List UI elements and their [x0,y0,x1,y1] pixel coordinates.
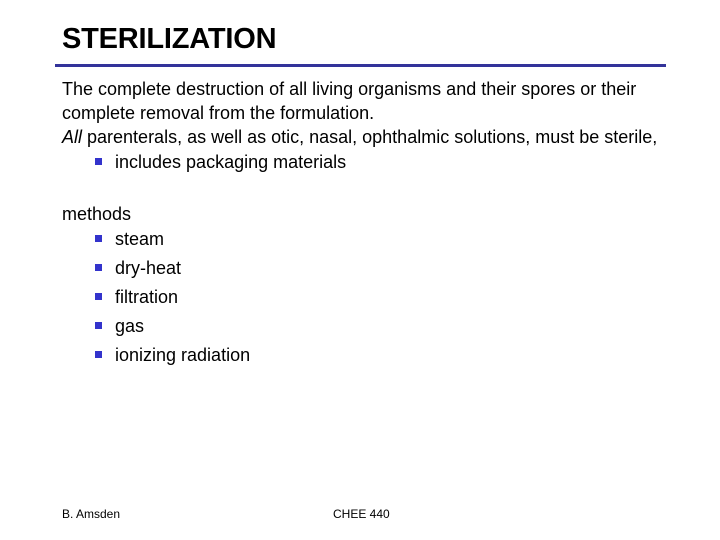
slide-title: STERILIZATION [62,23,277,55]
method-text: filtration [115,287,179,307]
definition-text: The complete destruction of all living organisms and their spores or their complete removal from the formulation. [62,79,637,123]
square-bullet-icon [95,235,102,242]
list-item [95,256,672,285]
requirement-bullet-list [62,150,672,174]
list-item [95,227,672,256]
list-item [95,314,672,343]
square-bullet-icon [95,264,102,271]
list-item [95,343,672,372]
methods-heading: methods [62,204,132,224]
list-item [95,285,672,314]
square-bullet-icon [95,293,102,300]
requirement-text [62,125,672,149]
footer-course: CHEE 440 [333,507,390,521]
methods-list [62,227,672,372]
footer-author: B. Amsden [62,507,121,521]
list-item [95,150,672,174]
square-bullet-icon [95,322,102,329]
requirement-emphasis: All [62,127,83,147]
requirement-rest: parenterals, as well as otic, nasal, ophthalmic solutions, must be sterile, [82,127,658,147]
method-text: dry-heat [115,258,182,278]
method-text: ionizing radiation [115,345,251,365]
slide-body [62,77,672,372]
method-text: steam [115,229,165,249]
bullet-text: includes packaging materials [115,152,347,172]
method-text: gas [115,316,145,336]
square-bullet-icon [95,351,102,358]
title-divider [55,64,666,67]
square-bullet-icon [95,158,102,165]
